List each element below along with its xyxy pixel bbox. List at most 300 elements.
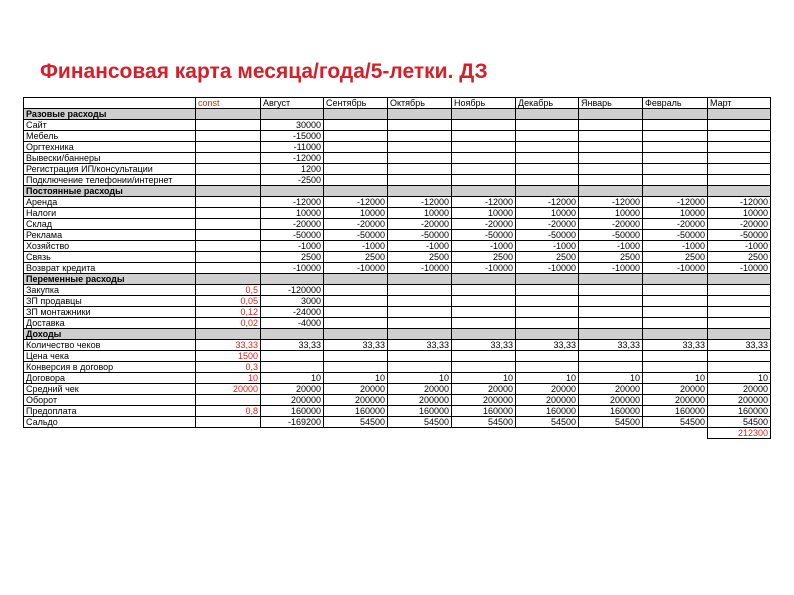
value-cell: -12000 (643, 197, 708, 208)
value-cell: 200000 (643, 395, 708, 406)
row-label: Подключение телефонии/интернет (24, 175, 196, 186)
value-cell (388, 120, 452, 131)
section-cell (708, 329, 771, 340)
header-label-cell (24, 98, 196, 109)
value-cell: -20000 (579, 219, 643, 230)
value-cell (579, 120, 643, 131)
value-cell: -2500 (261, 175, 324, 186)
row-label: Доставка (24, 318, 196, 329)
value-cell (516, 296, 579, 307)
value-cell (324, 285, 388, 296)
empty-cell (579, 428, 643, 439)
const-cell (196, 417, 261, 428)
value-cell: -10000 (579, 263, 643, 274)
total-row (24, 428, 771, 439)
value-cell (324, 362, 388, 373)
section-cell (261, 186, 324, 197)
value-cell (516, 142, 579, 153)
table-row (24, 131, 771, 142)
value-cell (708, 131, 771, 142)
value-cell (452, 351, 516, 362)
value-cell: -12000 (452, 197, 516, 208)
value-cell: 160000 (388, 406, 452, 417)
value-cell: 20000 (324, 384, 388, 395)
table-row (24, 307, 771, 318)
const-cell (196, 120, 261, 131)
value-cell: -10000 (516, 263, 579, 274)
value-cell: 10 (388, 373, 452, 384)
value-cell (708, 142, 771, 153)
section-cell (324, 186, 388, 197)
value-cell (388, 351, 452, 362)
value-cell (643, 307, 708, 318)
page-title: Финансовая карта месяца/года/5-летки. ДЗ (40, 60, 488, 83)
value-cell: -15000 (261, 131, 324, 142)
value-cell: 20000 (261, 384, 324, 395)
value-cell (388, 131, 452, 142)
section-cell (643, 274, 708, 285)
const-cell: 0,05 (196, 296, 261, 307)
value-cell: 160000 (516, 406, 579, 417)
value-cell: 10 (579, 373, 643, 384)
section-cell (196, 186, 261, 197)
table-row (24, 318, 771, 329)
header-month-cell: Февраль (643, 98, 708, 109)
row-label: Закупка (24, 285, 196, 296)
value-cell: 3000 (261, 296, 324, 307)
value-cell: 2500 (324, 252, 388, 263)
const-cell: 0,8 (196, 406, 261, 417)
value-cell: -1000 (261, 241, 324, 252)
header-row (24, 98, 771, 109)
value-cell: 1200 (261, 164, 324, 175)
empty-cell (643, 428, 708, 439)
value-cell (643, 142, 708, 153)
section-cell (452, 329, 516, 340)
value-cell: -20000 (708, 219, 771, 230)
value-cell (579, 351, 643, 362)
table-row (24, 219, 771, 230)
header-month-cell: Январь (579, 98, 643, 109)
value-cell (516, 362, 579, 373)
value-cell (261, 351, 324, 362)
row-label: Договора (24, 373, 196, 384)
table-row (24, 395, 771, 406)
value-cell: -10000 (388, 263, 452, 274)
value-cell: 10 (643, 373, 708, 384)
value-cell (516, 164, 579, 175)
value-cell: 10000 (579, 208, 643, 219)
value-cell: 20000 (388, 384, 452, 395)
value-cell: 30000 (261, 120, 324, 131)
value-cell: 200000 (579, 395, 643, 406)
header-const-cell: const (196, 98, 261, 109)
value-cell (324, 318, 388, 329)
const-cell: 1500 (196, 351, 261, 362)
value-cell: 33,33 (516, 340, 579, 351)
value-cell: -120000 (261, 285, 324, 296)
row-label: Цена чека (24, 351, 196, 362)
value-cell: -12000 (261, 197, 324, 208)
section-cell (388, 186, 452, 197)
section-cell (708, 186, 771, 197)
section-row (24, 109, 771, 120)
value-cell: -12000 (516, 197, 579, 208)
value-cell: -12000 (708, 197, 771, 208)
value-cell (452, 131, 516, 142)
value-cell (324, 164, 388, 175)
section-cell (196, 109, 261, 120)
table-row (24, 417, 771, 428)
value-cell: 200000 (452, 395, 516, 406)
value-cell: 20000 (516, 384, 579, 395)
value-cell: 2500 (708, 252, 771, 263)
section-cell (708, 109, 771, 120)
const-cell: 0,02 (196, 318, 261, 329)
row-label: ЗП продавцы (24, 296, 196, 307)
const-cell (196, 263, 261, 274)
row-label: Количество чеков (24, 340, 196, 351)
const-cell: 20000 (196, 384, 261, 395)
table-row (24, 142, 771, 153)
value-cell (452, 142, 516, 153)
value-cell (579, 318, 643, 329)
finance-table (23, 97, 771, 439)
value-cell (324, 296, 388, 307)
value-cell (452, 285, 516, 296)
const-cell (196, 153, 261, 164)
empty-cell (196, 428, 261, 439)
value-cell: -169200 (261, 417, 324, 428)
value-cell (324, 351, 388, 362)
table-row (24, 406, 771, 417)
value-cell: -1000 (643, 241, 708, 252)
value-cell (708, 285, 771, 296)
value-cell: -1000 (324, 241, 388, 252)
value-cell (452, 307, 516, 318)
section-row (24, 186, 771, 197)
row-label: ЗП монтажники (24, 307, 196, 318)
value-cell: -10000 (261, 263, 324, 274)
value-cell: 54500 (452, 417, 516, 428)
value-cell: 10 (452, 373, 516, 384)
value-cell (324, 142, 388, 153)
value-cell (579, 285, 643, 296)
value-cell: 10000 (452, 208, 516, 219)
value-cell (324, 131, 388, 142)
value-cell (643, 285, 708, 296)
value-cell (579, 296, 643, 307)
const-cell (196, 175, 261, 186)
value-cell: 160000 (261, 406, 324, 417)
section-cell (261, 329, 324, 340)
value-cell: 200000 (388, 395, 452, 406)
table-row (24, 362, 771, 373)
value-cell (516, 131, 579, 142)
row-label: Реклама (24, 230, 196, 241)
value-cell (388, 142, 452, 153)
empty-cell (24, 428, 196, 439)
section-row (24, 329, 771, 340)
row-label: Возврат кредита (24, 263, 196, 274)
value-cell: 20000 (579, 384, 643, 395)
const-cell (196, 219, 261, 230)
table-row (24, 252, 771, 263)
section-cell (708, 274, 771, 285)
section-cell (261, 109, 324, 120)
value-cell (708, 307, 771, 318)
value-cell (388, 164, 452, 175)
value-cell: 2500 (516, 252, 579, 263)
value-cell: -50000 (324, 230, 388, 241)
value-cell (579, 131, 643, 142)
section-cell (388, 329, 452, 340)
value-cell: 10000 (708, 208, 771, 219)
value-cell: 10 (516, 373, 579, 384)
section-cell (579, 186, 643, 197)
value-cell: 54500 (643, 417, 708, 428)
value-cell (643, 351, 708, 362)
value-cell (452, 120, 516, 131)
section-cell (516, 274, 579, 285)
value-cell (643, 318, 708, 329)
total-value: 212300 (708, 428, 771, 439)
table-row (24, 340, 771, 351)
const-cell (196, 131, 261, 142)
section-cell (324, 329, 388, 340)
value-cell: 200000 (708, 395, 771, 406)
table-row (24, 197, 771, 208)
value-cell: -10000 (708, 263, 771, 274)
value-cell: 10000 (324, 208, 388, 219)
const-cell (196, 252, 261, 263)
empty-cell (261, 428, 324, 439)
table-row (24, 120, 771, 131)
value-cell: -50000 (516, 230, 579, 241)
section-cell (261, 274, 324, 285)
value-cell: -50000 (388, 230, 452, 241)
value-cell: -10000 (452, 263, 516, 274)
value-cell (516, 285, 579, 296)
section-cell (516, 186, 579, 197)
value-cell: 20000 (452, 384, 516, 395)
value-cell (643, 362, 708, 373)
value-cell: 33,33 (708, 340, 771, 351)
value-cell (579, 164, 643, 175)
section-cell (643, 109, 708, 120)
section-cell (579, 329, 643, 340)
value-cell: -1000 (388, 241, 452, 252)
value-cell (261, 362, 324, 373)
value-cell (452, 318, 516, 329)
value-cell (708, 153, 771, 164)
value-cell (579, 142, 643, 153)
value-cell: -20000 (261, 219, 324, 230)
row-label: Оборот (24, 395, 196, 406)
value-cell (643, 131, 708, 142)
row-label: Средний чек (24, 384, 196, 395)
value-cell: 10 (708, 373, 771, 384)
value-cell: 33,33 (643, 340, 708, 351)
table-row (24, 153, 771, 164)
value-cell (324, 307, 388, 318)
value-cell: 200000 (261, 395, 324, 406)
const-cell: 0,5 (196, 285, 261, 296)
const-cell (196, 230, 261, 241)
value-cell: -1000 (452, 241, 516, 252)
row-label: Регистрация ИП/консультации (24, 164, 196, 175)
header-month-cell: Декабрь (516, 98, 579, 109)
table-row (24, 175, 771, 186)
value-cell: -20000 (388, 219, 452, 230)
table-row (24, 263, 771, 274)
empty-cell (516, 428, 579, 439)
value-cell: 160000 (579, 406, 643, 417)
section-cell (196, 329, 261, 340)
value-cell: 200000 (324, 395, 388, 406)
value-cell (708, 175, 771, 186)
empty-cell (388, 428, 452, 439)
section-label: Постоянные расходы (24, 186, 196, 197)
value-cell: -20000 (643, 219, 708, 230)
value-cell: -12000 (388, 197, 452, 208)
section-row (24, 274, 771, 285)
value-cell: 2500 (261, 252, 324, 263)
table-row (24, 230, 771, 241)
value-cell (643, 296, 708, 307)
value-cell (708, 362, 771, 373)
value-cell (388, 362, 452, 373)
value-cell: 2500 (579, 252, 643, 263)
table-row (24, 384, 771, 395)
value-cell: 10000 (261, 208, 324, 219)
section-cell (452, 186, 516, 197)
value-cell (708, 164, 771, 175)
section-cell (516, 329, 579, 340)
value-cell (516, 153, 579, 164)
value-cell: 2500 (452, 252, 516, 263)
value-cell: -1000 (516, 241, 579, 252)
value-cell (388, 175, 452, 186)
value-cell (516, 175, 579, 186)
section-cell (324, 274, 388, 285)
table-row (24, 164, 771, 175)
value-cell (579, 362, 643, 373)
value-cell: 10000 (643, 208, 708, 219)
value-cell: -50000 (261, 230, 324, 241)
section-cell (388, 274, 452, 285)
value-cell: 160000 (324, 406, 388, 417)
value-cell: -20000 (452, 219, 516, 230)
value-cell: -24000 (261, 307, 324, 318)
value-cell (516, 307, 579, 318)
value-cell: 54500 (708, 417, 771, 428)
value-cell: 2500 (643, 252, 708, 263)
value-cell (324, 120, 388, 131)
value-cell (516, 318, 579, 329)
value-cell (708, 318, 771, 329)
value-cell: 2500 (388, 252, 452, 263)
value-cell: -50000 (643, 230, 708, 241)
value-cell: -1000 (708, 241, 771, 252)
section-label: Доходы (24, 329, 196, 340)
value-cell (388, 153, 452, 164)
section-label: Переменные расходы (24, 274, 196, 285)
section-cell (452, 274, 516, 285)
const-cell (196, 164, 261, 175)
const-cell: 10 (196, 373, 261, 384)
value-cell: 10 (261, 373, 324, 384)
section-cell (579, 109, 643, 120)
value-cell (708, 351, 771, 362)
section-cell (388, 109, 452, 120)
value-cell: -20000 (324, 219, 388, 230)
value-cell: 200000 (516, 395, 579, 406)
value-cell: 54500 (579, 417, 643, 428)
value-cell (579, 153, 643, 164)
row-label: Сайт (24, 120, 196, 131)
empty-cell (452, 428, 516, 439)
value-cell: -20000 (516, 219, 579, 230)
section-cell (196, 274, 261, 285)
table-row (24, 208, 771, 219)
value-cell (388, 318, 452, 329)
header-month-cell: Октябрь (388, 98, 452, 109)
const-cell (196, 241, 261, 252)
value-cell: -12000 (324, 197, 388, 208)
value-cell: 33,33 (452, 340, 516, 351)
value-cell: 160000 (643, 406, 708, 417)
value-cell: 33,33 (324, 340, 388, 351)
value-cell (579, 307, 643, 318)
section-cell (452, 109, 516, 120)
value-cell (452, 153, 516, 164)
section-cell (579, 274, 643, 285)
value-cell: 54500 (324, 417, 388, 428)
value-cell: -11000 (261, 142, 324, 153)
value-cell (708, 120, 771, 131)
value-cell: 160000 (708, 406, 771, 417)
header-month-cell: Август (261, 98, 324, 109)
empty-cell (324, 428, 388, 439)
value-cell (324, 153, 388, 164)
value-cell (643, 120, 708, 131)
const-cell: 0,3 (196, 362, 261, 373)
section-cell (516, 109, 579, 120)
row-label: Конверсия в договор (24, 362, 196, 373)
table-row (24, 373, 771, 384)
value-cell (579, 175, 643, 186)
row-label: Вывески/баннеры (24, 153, 196, 164)
const-cell (196, 142, 261, 153)
value-cell (388, 296, 452, 307)
value-cell: 54500 (388, 417, 452, 428)
section-label: Разовые расходы (24, 109, 196, 120)
row-label: Аренда (24, 197, 196, 208)
value-cell: 10000 (388, 208, 452, 219)
header-month-cell: Ноябрь (452, 98, 516, 109)
row-label: Налоги (24, 208, 196, 219)
value-cell (452, 296, 516, 307)
table-row (24, 351, 771, 362)
value-cell: -12000 (579, 197, 643, 208)
row-label: Склад (24, 219, 196, 230)
value-cell: 20000 (708, 384, 771, 395)
row-label: Предоплата (24, 406, 196, 417)
value-cell: -50000 (708, 230, 771, 241)
value-cell (388, 285, 452, 296)
value-cell: 33,33 (579, 340, 643, 351)
